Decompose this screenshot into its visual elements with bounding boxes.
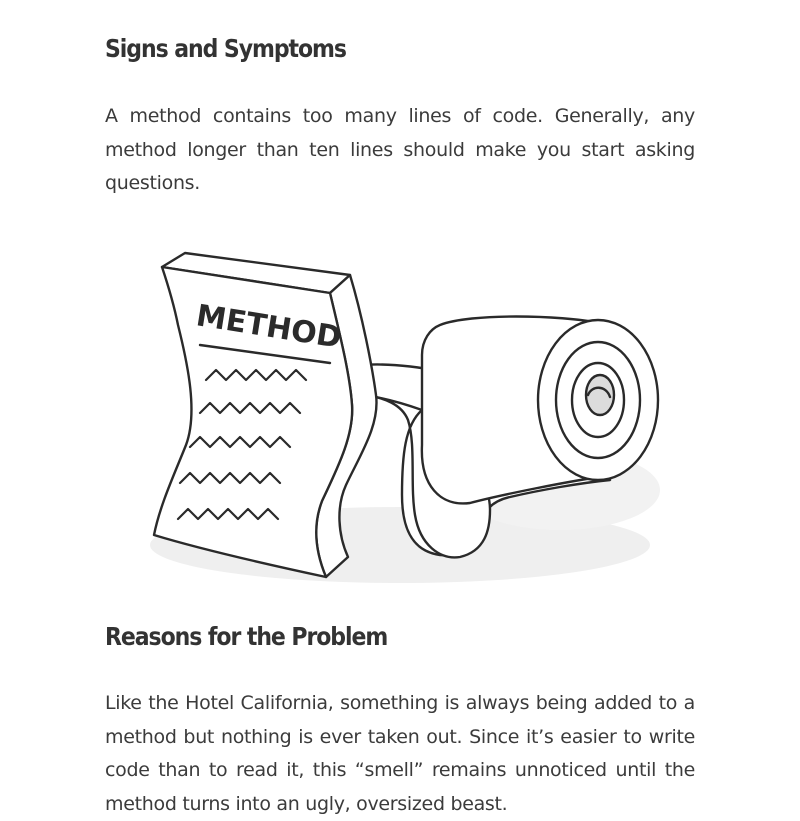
section-paragraph-signs-and-symptoms: A method contains too many lines of code. Generally, any method longer than ten lines should make you start asking questions.: [105, 105, 695, 194]
long-method-scroll-illustration: [140, 245, 670, 590]
section-heading-signs-and-symptoms: Signs and Symptoms: [105, 34, 346, 63]
section-paragraph-reasons-for-the-problem: Like the Hotel California, something is always being added to a method but nothing is ever taken out. Since it’s easier to write code than to read it, this “smell” remains unnoticed until the method turns into an ugly, oversized beast.: [105, 692, 695, 815]
section-heading-reasons-for-the-problem: Reasons for the Problem: [105, 622, 388, 651]
scroll-drawing: [140, 245, 670, 590]
scroll-label: METHOD: [193, 298, 344, 356]
